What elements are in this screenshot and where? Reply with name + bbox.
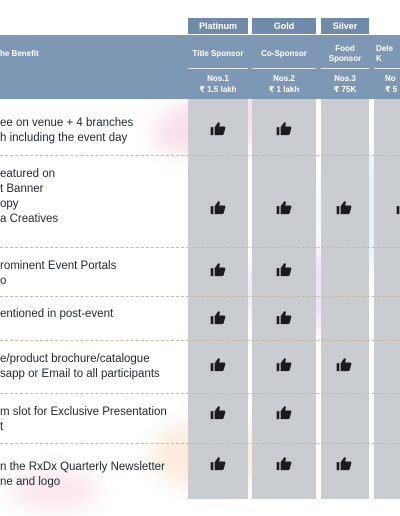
thumbs-up-icon [276,121,292,136]
food-sponsor-pricing [321,73,369,95]
benefit-row-4-text: entioned in post-event [0,308,114,320]
benefit-row-3-text: rominent Event Portals o [0,260,117,287]
header-divider [374,68,400,69]
benefit-row-5-text: e/product brochure/catalogue sapp or Email to all participants [0,353,160,380]
thumbs-up-icon [210,121,226,136]
header-divider [252,68,316,69]
thumbs-up-icon [336,456,352,471]
thumbs-up-icon [276,456,292,471]
thumbs-up-icon [276,262,292,277]
thumbs-up-icon [276,405,292,420]
title-sponsor-pricing [188,73,248,95]
co-sponsor-header: Co-Sponsor [261,49,307,58]
food-sponsor-header: Food Sponsor [328,44,362,63]
thumbs-up-icon [210,456,226,471]
delegate-kit-header: Dele K [376,44,393,63]
row-divider [0,393,400,394]
row-divider [0,443,400,444]
thumbs-up-icon [276,310,292,325]
thumbs-up-icon [336,357,352,372]
thumbs-up-icon [210,405,226,420]
tier-silver: Silver [321,18,369,34]
benefit-row-7-text: n the RxDx Quarterly Newsletter ne and logo [0,461,165,488]
tier-gold: Gold [252,18,316,34]
row-divider [0,155,400,156]
co-sponsor-pricing [252,73,316,95]
price: ₹ 75K [333,85,357,94]
price: ₹ 1 lakh [268,85,300,94]
slots-count: Nos.3 [334,74,356,83]
thumbs-up-icon [276,357,292,372]
slots-count: Nos.1 [207,74,229,83]
benefit-row-6-text: m slot for Exclusive Presentation t [0,406,167,433]
thumbs-up-icon [210,200,226,215]
row-divider [0,296,400,297]
benefit-row-1-text: ee on venue + 4 branches h including the event day [0,117,134,144]
header-divider [321,68,369,69]
slots-count: No [385,74,396,83]
food-sponsor-column [321,37,369,499]
thumbs-up-icon [396,200,400,215]
delegate-kit-pricing [385,73,400,95]
thumbs-up-icon [210,262,226,277]
benefit-header: he Benefit [0,49,39,58]
header-divider [188,68,248,69]
slots-count: Nos.2 [273,74,295,83]
thumbs-up-icon [336,200,352,215]
price: ₹ 5 [385,85,398,94]
thumbs-up-icon [276,200,292,215]
thumbs-up-icon [210,357,226,372]
tier-platinum: Platinum [188,18,248,34]
delegate-kit-column [374,37,400,499]
benefit-row-2-text: eatured on t Banner opy a Creatives [0,168,59,225]
price: ₹ 1.5 lakh [199,85,237,94]
row-divider [0,247,400,248]
row-divider [0,340,400,341]
thumbs-up-icon [210,310,226,325]
title-sponsor-header: Title Sponsor [192,49,244,58]
